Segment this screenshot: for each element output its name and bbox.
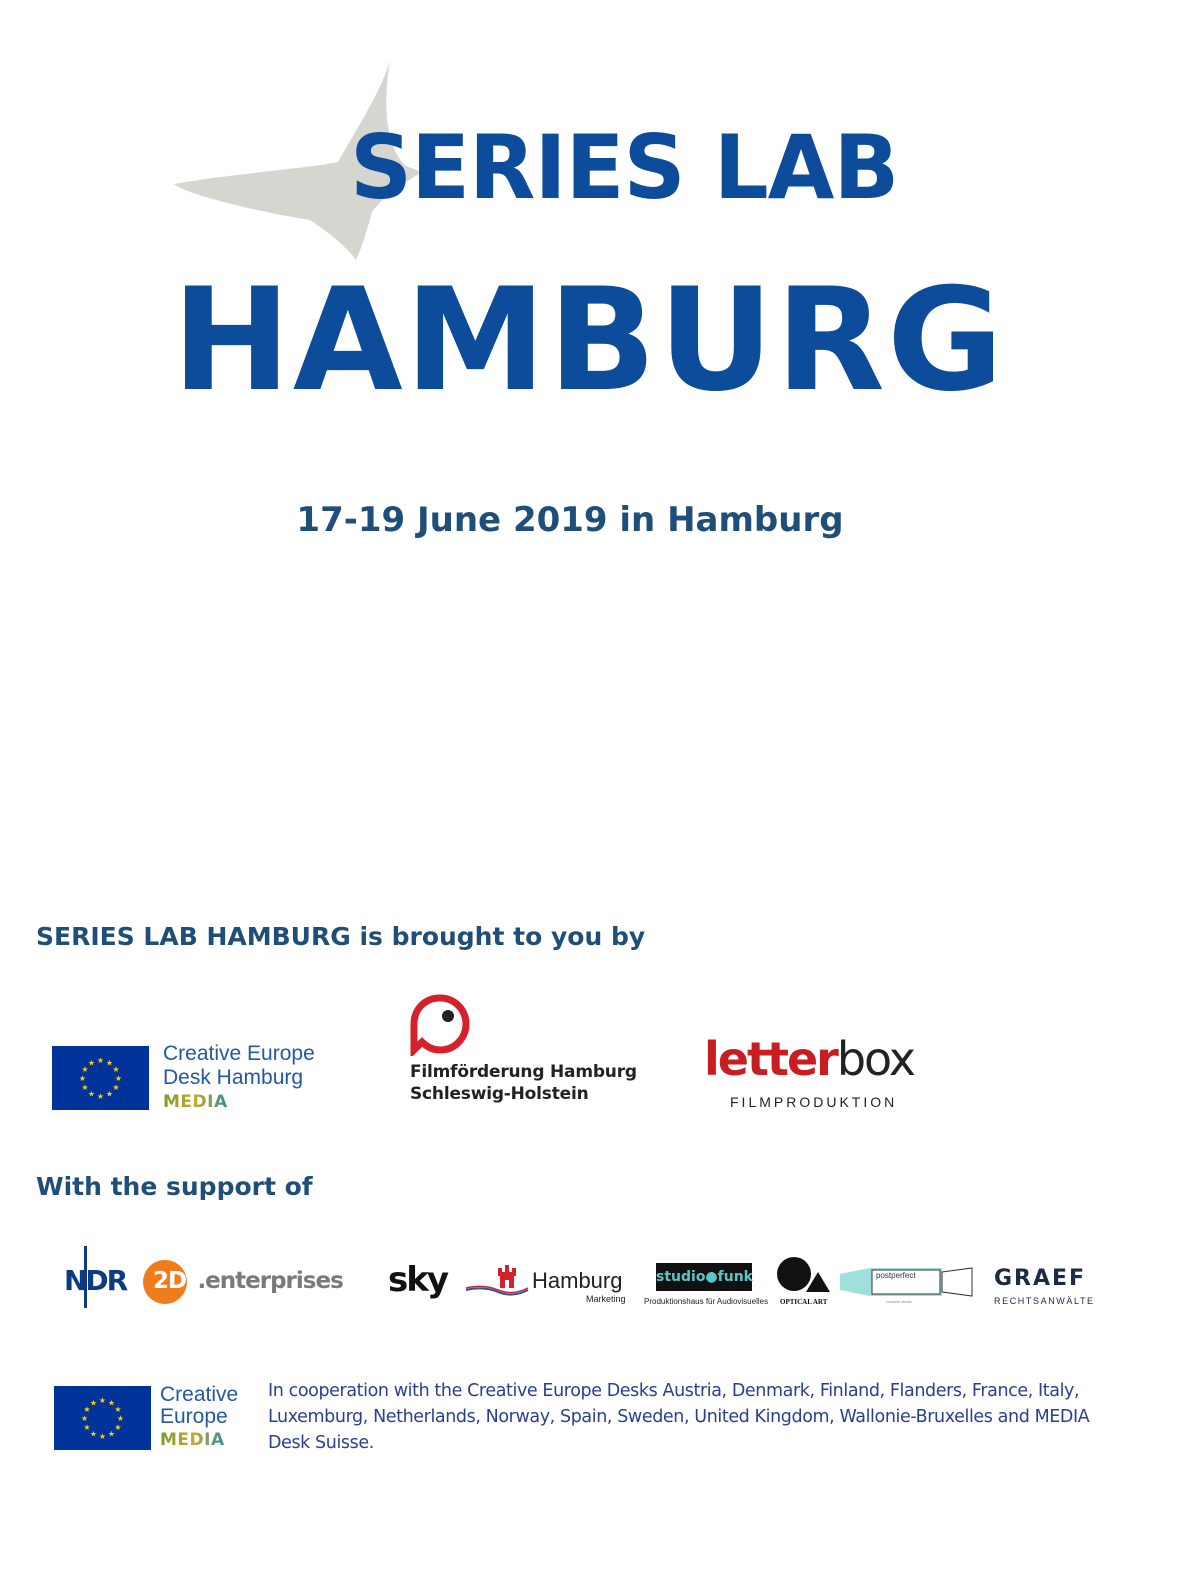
organizers-heading: SERIES LAB HAMBURG is brought to you by xyxy=(36,922,646,951)
creative-europe-media-logo xyxy=(54,1382,254,1454)
zdf-enterprises-logo xyxy=(143,1260,377,1304)
sky-logo: sky xyxy=(388,1260,448,1300)
svg-text:★: ★ xyxy=(107,1398,116,1408)
svg-text:★: ★ xyxy=(116,1414,125,1423)
svg-text:★: ★ xyxy=(83,1405,91,1414)
creative-europe-desk-hamburg-logo xyxy=(52,1040,352,1116)
ndr-logo xyxy=(64,1246,130,1308)
svg-text:★: ★ xyxy=(112,1083,120,1092)
event-date: 17-19 June 2019 in Hamburg xyxy=(296,500,844,540)
optical-art-wordmark: OPTICAL ART xyxy=(780,1298,828,1306)
hamburg-marketing-logo xyxy=(464,1264,636,1306)
svg-text:★: ★ xyxy=(87,1089,96,1099)
media-label: MEDIA xyxy=(160,1430,225,1450)
creative-europe-label: Creative Europe xyxy=(163,1042,315,1065)
filmfoerderung-line-2: Schleswig-Holstein xyxy=(410,1084,589,1104)
desk-hamburg-label: Desk Hamburg xyxy=(163,1066,304,1089)
series-lab-hamburg-logo xyxy=(160,50,1006,423)
letterbox-subtitle: FILMPRODUKTION xyxy=(730,1094,898,1110)
graef-wordmark: GRAEF xyxy=(994,1266,1087,1291)
postperfect-logo xyxy=(840,1266,976,1308)
letterbox-wordmark xyxy=(704,1032,914,1086)
letterbox-word-box: box xyxy=(836,1032,914,1086)
svg-text:★: ★ xyxy=(81,1065,89,1074)
svg-text:★: ★ xyxy=(87,1058,96,1068)
media-label: MEDIA xyxy=(163,1092,228,1112)
graef-sub: RECHTSANWÄLTE xyxy=(994,1296,1095,1306)
creative-label: Creative xyxy=(160,1383,239,1406)
europe-label: Europe xyxy=(160,1405,228,1428)
svg-text:★: ★ xyxy=(98,1432,107,1441)
svg-text:★: ★ xyxy=(78,1074,87,1083)
zdf-wordmark xyxy=(153,1268,343,1294)
hamburg-castle-icon xyxy=(464,1264,530,1298)
eu-flag-icon xyxy=(52,1046,149,1110)
svg-text:★: ★ xyxy=(114,1423,122,1432)
zdf-suffix: .enterprises xyxy=(197,1268,343,1294)
filmfoerderung-line-1: Filmförderung Hamburg xyxy=(410,1062,637,1082)
svg-text:★: ★ xyxy=(114,1405,122,1414)
svg-text:★: ★ xyxy=(80,1414,89,1423)
svg-text:★: ★ xyxy=(98,1396,107,1405)
filmfoerderung-logo xyxy=(408,992,648,1114)
title-series-lab: SERIES LAB xyxy=(350,116,899,219)
svg-text:★: ★ xyxy=(107,1429,116,1439)
optical-art-shape-icon xyxy=(776,1256,832,1296)
graef-logo xyxy=(994,1266,1106,1310)
hamburg-marketing-word: Hamburg xyxy=(532,1268,623,1293)
svg-text:★: ★ xyxy=(112,1065,120,1074)
hamburg-marketing-sub: Marketing xyxy=(586,1294,626,1304)
studiofunk-logo xyxy=(644,1263,768,1311)
svg-text:★: ★ xyxy=(96,1092,105,1101)
svg-text:★: ★ xyxy=(96,1056,105,1065)
letterbox-logo xyxy=(704,1032,944,1116)
cooperation-paragraph: In cooperation with the Creative Europe Desks Austria, Denmark, Finland, Flanders, France, Italy, Luxemburg, Netherlands, Norway, Spain, Sweden, United Kingdom, Wallonie-Bruxelles and MEDIA Desk Suisse. xyxy=(268,1381,1090,1453)
svg-text:★: ★ xyxy=(83,1423,91,1432)
postperfect-wordmark: postperfect xyxy=(876,1271,916,1280)
zdf-prefix: 2DF xyxy=(153,1268,198,1294)
title-hamburg: HAMBURG xyxy=(172,258,1006,423)
postperfect-sub: creative studio xyxy=(886,1299,912,1304)
filmfoerderung-speech-icon xyxy=(408,992,472,1056)
supporters-heading: With the support of xyxy=(36,1172,313,1201)
studiofunk-sub: Produktionshaus für Audiovisuelles xyxy=(644,1297,769,1306)
ndr-wordmark: NDR xyxy=(64,1264,127,1297)
svg-text:★: ★ xyxy=(89,1398,98,1408)
letterbox-word-letter: letter xyxy=(704,1032,837,1086)
eu-flag-icon xyxy=(54,1386,151,1450)
studiofunk-wordmark: studio●funk xyxy=(656,1263,752,1291)
svg-text:★: ★ xyxy=(114,1074,123,1083)
svg-text:★: ★ xyxy=(81,1083,89,1092)
optical-art-logo xyxy=(776,1256,832,1308)
svg-text:★: ★ xyxy=(105,1058,114,1068)
svg-text:★: ★ xyxy=(89,1429,98,1439)
svg-text:★: ★ xyxy=(105,1089,114,1099)
